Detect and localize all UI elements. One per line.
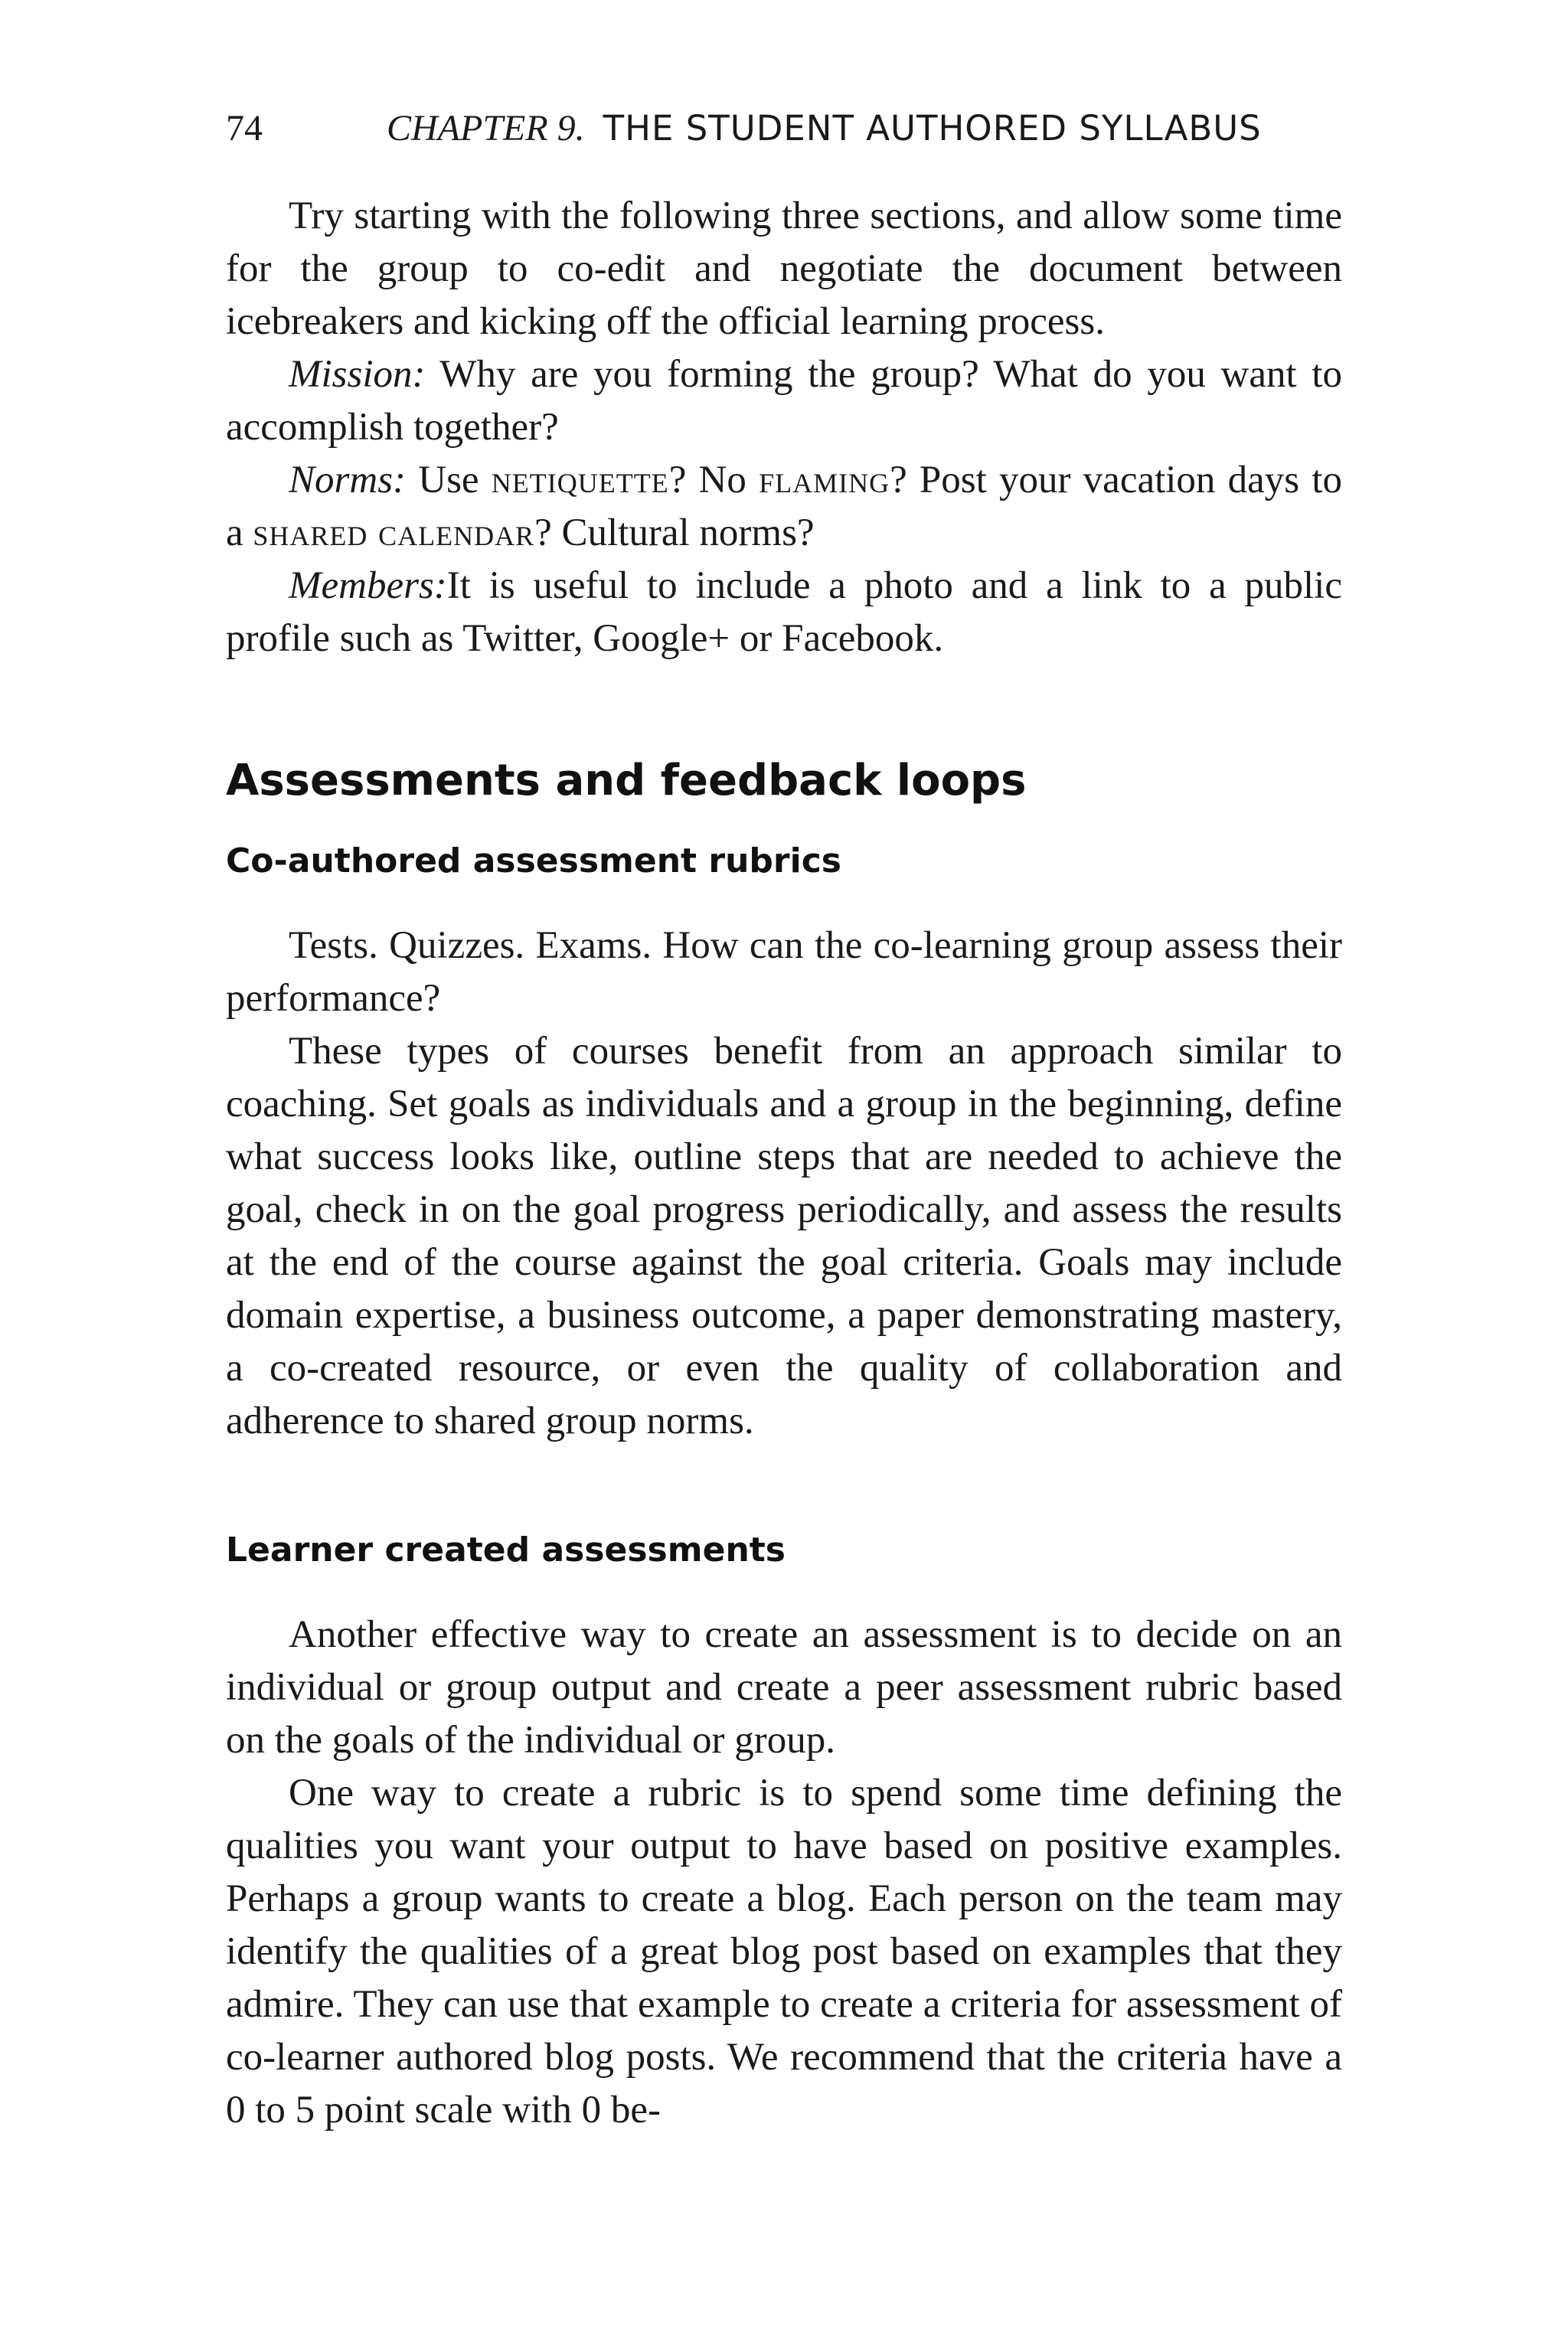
subsection-heading-rubrics: Co-authored assessment rubrics bbox=[226, 841, 841, 880]
mission-text: Why are you forming the group? What do you want to accomplish together? bbox=[226, 353, 1342, 449]
subsection-heading-learner-assessments: Learner created assessments bbox=[226, 1530, 786, 1570]
chapter-heading bbox=[387, 106, 1262, 152]
rubrics-paragraph-2: These types of courses benefit from an approach similar to coaching. Set goals as individuals and a group in the beginning, define what success looks like, outline steps that are needed to achieve the goal, check in on the goal progress periodically, and assess the results at the end of the course against the goal criteria. Goals may include domain expertise, a business outcome, a paper demonstrating mastery, a co-created resource, or even the quality of collaboration and adherence to shared group norms. bbox=[226, 1030, 1342, 1442]
members-label: Members: bbox=[289, 564, 447, 607]
norms-text-2: ? No bbox=[668, 459, 760, 501]
chapter-label: CHAPTER 9. bbox=[387, 108, 585, 149]
intro-paragraph: Try starting with the following three sections, and allow some time for the group to co-edit and negotiate the document between icebreakers and kicking off the official learning process. bbox=[226, 194, 1342, 343]
netiquette-term: netiquette bbox=[491, 459, 669, 501]
members-paragraph bbox=[226, 560, 1342, 665]
learner-paragraph-2: One way to create a rubric is to spend some time defining the qualities you want your output to have based on positive examples. Perhaps a group wants to create a blog. Each person on the team may identify the qualities of a great blog post based on examples that they admire. They can use that example to create a criteria for assessment of co-learner authored blog posts. We recommend that the criteria have a 0 to 5 point scale with 0 be- bbox=[226, 1772, 1342, 2132]
norms-text-3: ? Post your vacation days to a bbox=[226, 459, 1342, 554]
rubrics-paragraph-1: Tests. Quizzes. Exams. How can the co-learning group assess their performance? bbox=[226, 924, 1342, 1020]
norms-text-1: Use bbox=[406, 459, 492, 501]
learner-paragraph-1: Another effective way to create an assessment is to decide on an individual or group output and create a peer assessment rubric based on the goals of the individual or group. bbox=[226, 1613, 1342, 1762]
chapter-title: THE STUDENT AUTHORED SYLLABUS bbox=[603, 108, 1262, 149]
section-heading: Assessments and feedback loops bbox=[226, 756, 1027, 805]
norms-label: Norms: bbox=[289, 459, 407, 501]
mission-paragraph bbox=[226, 348, 1342, 454]
norms-text-4: ? Cultural norms? bbox=[534, 511, 815, 554]
page-number: 74 bbox=[226, 108, 263, 149]
body-text bbox=[226, 190, 1342, 2137]
mission-label: Mission: bbox=[289, 353, 426, 396]
shared-calendar-term: shared calendar bbox=[253, 511, 535, 554]
flaming-term: flaming bbox=[759, 459, 890, 501]
members-text: It is useful to include a photo and a link to a public profile such as Twitter, Google+ or Facebook. bbox=[226, 564, 1342, 660]
norms-paragraph bbox=[226, 454, 1342, 560]
